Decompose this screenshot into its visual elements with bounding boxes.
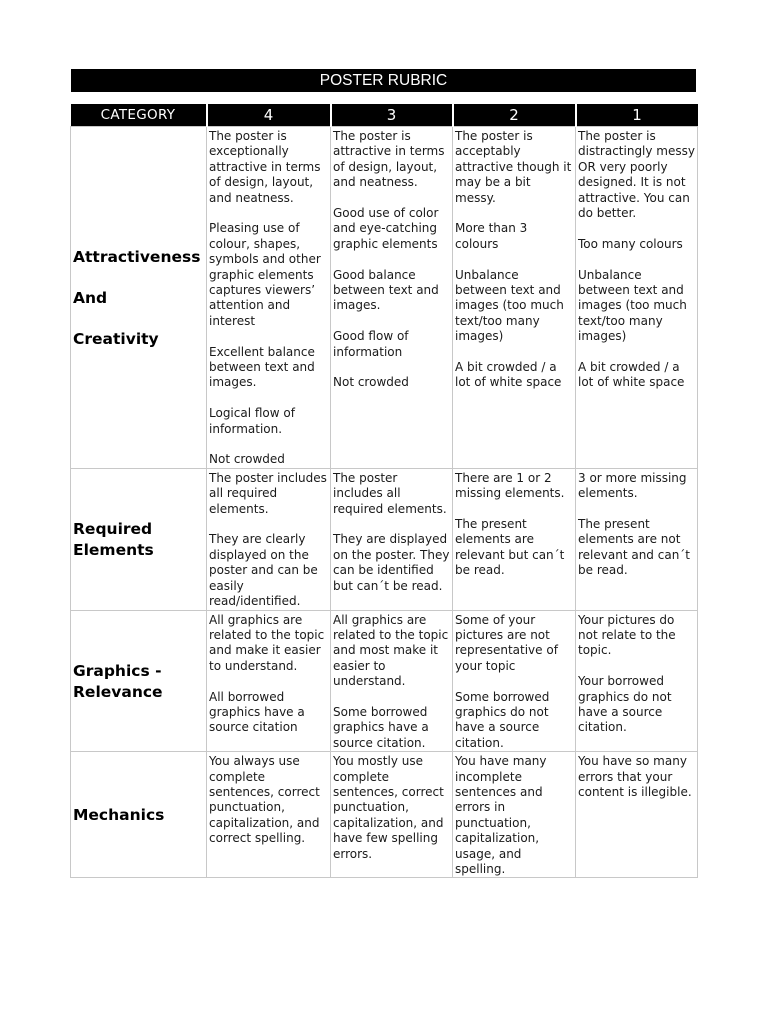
rubric-body	[71, 127, 698, 878]
criteria-cell-score-3	[331, 752, 453, 878]
criteria-text: Good balance between text and images.	[333, 267, 439, 313]
criteria-text: Some borrowed graphics do not have a source citation.	[455, 689, 550, 750]
criteria-text: They are clearly displayed on the poster and can be easily read/identified.	[209, 532, 318, 609]
category-cell	[71, 752, 207, 878]
criteria-text: Your pictures do not relate to the topic.	[578, 612, 676, 658]
criteria-text: Good use of color and eye-catching graphic elements	[333, 206, 439, 251]
criteria-cell-score-3	[331, 468, 453, 610]
criteria-text: A bit crowded / a lot of white space	[455, 360, 562, 390]
criteria-text: Your borrowed graphics do not have a source citation.	[578, 674, 672, 735]
criteria-text: Excellent balance between text and images.	[209, 344, 315, 390]
category-cell	[71, 610, 207, 752]
criteria-cell-score-2	[453, 127, 576, 469]
rubric-title: POSTER RUBRIC	[71, 69, 696, 92]
header-score-2: 2	[453, 104, 576, 127]
criteria-cell-score-1	[576, 468, 698, 610]
row-required-elements	[71, 468, 698, 610]
criteria-text: The poster includes all required elements.	[333, 470, 447, 516]
criteria-text: The poster is attractive in terms of design, layout, and neatness.	[333, 129, 445, 190]
criteria-text: The poster is acceptably attractive though it may be a bit messy.	[455, 129, 572, 205]
header-score-3: 3	[331, 104, 453, 127]
criteria-text: Not crowded	[333, 375, 409, 390]
criteria-cell-score-4	[207, 468, 331, 610]
category-label: Relevance	[73, 682, 163, 701]
criteria-text: Not crowded	[209, 452, 285, 467]
category-label: Mechanics	[73, 806, 165, 825]
criteria-cell-score-4	[207, 127, 331, 469]
criteria-cell-score-4	[207, 610, 331, 752]
criteria-cell-score-1	[576, 752, 698, 878]
criteria-text: You have many incomplete sentences and errors in punctuation, capitalization, usage, and spelling.	[455, 754, 547, 876]
criteria-text: More than 3 colours	[455, 221, 528, 251]
criteria-text: They are displayed on the poster. They can be identified but can´t be read.	[333, 532, 450, 593]
criteria-cell-score-2	[453, 468, 576, 610]
criteria-text: There are 1 or 2 missing elements.	[455, 470, 565, 501]
criteria-cell-score-2	[453, 610, 576, 752]
header-score-4: 4	[207, 104, 331, 127]
rubric-table	[70, 104, 698, 878]
criteria-text: A bit crowded / a lot of white space	[578, 360, 685, 390]
category-label: Attractiveness	[73, 247, 201, 266]
criteria-cell-score-3	[331, 610, 453, 752]
criteria-text: Unbalance between text and images (too much text/too many images)	[455, 267, 564, 344]
header-row	[71, 104, 698, 127]
criteria-text: You have so many errors that your content is illegible.	[578, 754, 692, 799]
criteria-text: The present elements are not relevant and can´t be read.	[578, 517, 691, 578]
category-label: Graphics -	[73, 661, 162, 680]
category-label: And	[73, 288, 108, 307]
criteria-text: Too many colours	[578, 236, 683, 251]
criteria-text: You mostly use complete sentences, correct punctuation, capitalization, and have few spelling errors.	[333, 754, 444, 861]
criteria-cell-score-3	[331, 127, 453, 469]
criteria-text: Logical flow of information.	[209, 406, 295, 436]
row-mechanics	[71, 752, 698, 878]
criteria-cell-score-1	[576, 610, 698, 752]
header-category: CATEGORY	[71, 104, 207, 127]
criteria-cell-score-1	[576, 127, 698, 469]
criteria-text: 3 or more missing elements.	[578, 470, 687, 501]
criteria-text: The poster includes all required elements.	[209, 470, 327, 516]
criteria-text: The poster is exceptionally attractive in terms of design, layout, and neatness.	[209, 129, 321, 205]
criteria-text: Pleasing use of colour, shapes, symbols and other graphic elements captures viewers’ attention and interest	[209, 221, 321, 328]
header-score-1: 1	[576, 104, 698, 127]
category-label: Required	[73, 520, 153, 539]
criteria-text: All graphics are related to the topic and most make it easier to understand.	[333, 612, 449, 689]
row-graphics-relevance	[71, 610, 698, 752]
criteria-cell-score-4	[207, 752, 331, 878]
criteria-text: The poster is distractingly messy OR very poorly designed. It is not attractive. You can do better.	[578, 129, 695, 221]
criteria-text: You always use complete sentences, correct punctuation, capitalization, and correct spelling.	[209, 754, 320, 846]
category-cell	[71, 127, 207, 469]
criteria-cell-score-2	[453, 752, 576, 878]
criteria-text: Some borrowed graphics have a source citation.	[333, 704, 429, 750]
category-label: Elements	[73, 541, 154, 560]
criteria-text: The present elements are relevant but can´t be read.	[455, 517, 565, 578]
criteria-text: Some of your pictures are not representative of your topic	[455, 612, 558, 673]
category-label: Creativity	[73, 329, 159, 348]
category-cell	[71, 468, 207, 610]
criteria-text: All borrowed graphics have a source citation	[209, 689, 305, 735]
criteria-text: Unbalance between text and images (too much text/too many images)	[578, 267, 687, 344]
criteria-text: Good flow of information	[333, 329, 409, 359]
criteria-text: All graphics are related to the topic and make it easier to understand.	[209, 612, 325, 673]
row-attractiveness	[71, 127, 698, 469]
